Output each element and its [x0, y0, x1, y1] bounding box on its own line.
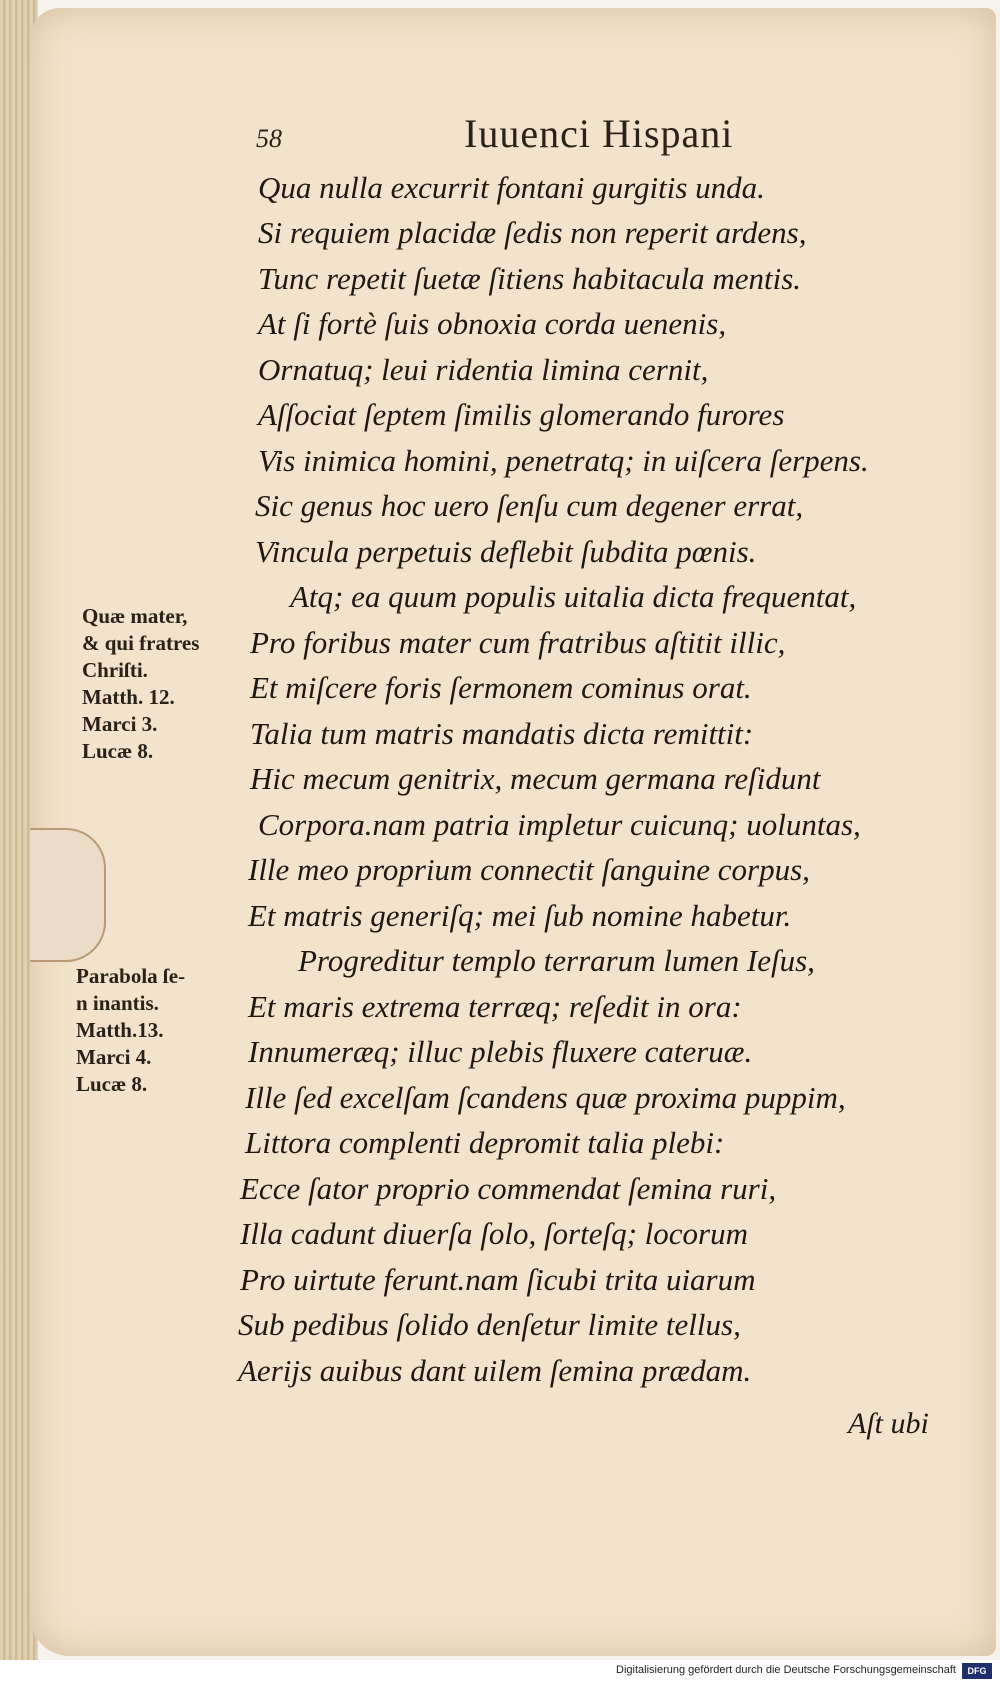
margin-note-line: Parabola ſe- [76, 964, 186, 988]
verse-line: Aſſociat ſeptem ſimilis glomerando furores [258, 397, 785, 432]
verse-line: Ille ſed excelſam ſcandens quæ proxima puppim, [245, 1080, 846, 1115]
verse-line: Et matris generiſq; mei ſub nomine habetur. [248, 898, 792, 933]
verse-line: Vis inimica homini, penetratq; in uiſcera ſerpens. [258, 443, 869, 478]
footer-bar [0, 1660, 1000, 1684]
footer-credit: Digitalisierung gefördert durch die Deutsche Forschungsgemeinschaft [616, 1664, 956, 1676]
verse-line: Vincula perpetuis deflebit ſubdita pœnis. [255, 534, 757, 569]
verse-line: Et miſcere foris ſermonem cominus orat. [250, 670, 752, 705]
verse-line: Corpora.nam patria impletur cuicunq; uoluntas, [258, 807, 861, 842]
verse-line: Tunc repetit ſuetæ ſitiens habitacula mentis. [258, 261, 802, 296]
margin-note-line: Matth.13. [76, 1018, 164, 1042]
verse-line: Aerijs auibus dant uilem ſemina prædam. [238, 1353, 752, 1388]
verse-line: Si requiem placidæ ſedis non reperit ardens, [258, 215, 807, 250]
margin-note-line: n inantis. [76, 991, 159, 1015]
verse-line: Ille meo proprium connectit ſanguine corpus, [248, 852, 810, 887]
running-title: Iuuenci Hispani [464, 111, 734, 156]
verse-line: Sic genus hoc uero ſenſu cum degener errat, [255, 488, 804, 523]
margin-note-line: Marci 3. [82, 712, 158, 736]
verse-line: Ecce ſator proprio commendat ſemina ruri, [240, 1171, 777, 1206]
verse-line: Atq; ea quum populis uitalia dicta frequentat, [290, 579, 857, 614]
verse-line: Et maris extrema terræq; reſedit in ora: [248, 989, 742, 1024]
verse-line: Sub pedibus ſolido denſetur limite tellus, [238, 1307, 741, 1342]
page-tab [30, 828, 106, 962]
margin-note-line: & qui fratres [82, 631, 200, 655]
dfg-logo-icon: DFG [962, 1663, 992, 1679]
verse-line: Ornatuq; leui ridentia limina cernit, [258, 352, 709, 387]
verse-line: Hic mecum genitrix, mecum germana reſidunt [250, 761, 821, 796]
margin-note-line: Lucæ 8. [82, 739, 154, 763]
margin-note-line: Quæ mater, [82, 604, 188, 628]
verse-line: At ſi fortè ſuis obnoxia corda uenenis, [258, 306, 727, 341]
margin-note-line: Chriſti. [82, 658, 148, 682]
verse-line: Littora complenti depromit talia plebi: [245, 1125, 725, 1160]
verse-line: Progreditur templo terrarum lumen Ieſus, [298, 943, 815, 978]
page-number: 58 [256, 124, 282, 153]
catchword: Aſt ubi [848, 1407, 929, 1440]
verse-line: Pro uirtute ferunt.nam ſicubi trita uiarum [240, 1262, 756, 1297]
verse-line: Qua nulla excurrit fontani gurgitis unda. [258, 170, 765, 205]
margin-note-line: Lucæ 8. [76, 1072, 148, 1096]
page-header [250, 110, 810, 160]
margin-note-line: Matth. 12. [82, 685, 175, 709]
margin-note-line: Marci 4. [76, 1045, 152, 1069]
verse-line: Pro foribus mater cum fratribus aſtitit illic, [250, 625, 786, 660]
verse-line: Innumeræq; illuc plebis fluxere cateruæ. [248, 1034, 753, 1069]
verse-line: Illa cadunt diuerſa ſolo, ſorteſq; locorum [240, 1216, 749, 1251]
verse-line: Talia tum matris mandatis dicta remittit: [250, 716, 754, 751]
